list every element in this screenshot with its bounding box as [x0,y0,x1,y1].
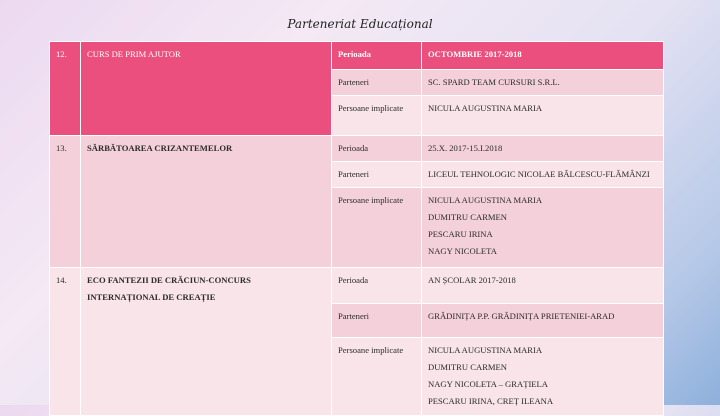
person-name: NAGY NICOLETA – GRAȚIELA [428,379,549,389]
parteneri-value: GRĂDINIȚA P.P. GRĂDINIȚA PRIETENIEI-ARAD [422,304,664,338]
persoane-value [422,96,664,136]
partnership-table [49,41,664,416]
person-name: NICULA AUGUSTINA MARIA [428,345,543,355]
person-name: NICULA AUGUSTINA MARIA [428,103,543,113]
table-row [50,136,664,162]
parteneri-label: Parteneri [332,162,422,188]
table-row [50,42,664,70]
perioada-value: OCTOMBRIE 2017-2018 [422,42,664,70]
table-row [50,268,664,304]
page-title: Parteneriat Educațional [287,17,433,31]
perioada-label: Perioada [332,136,422,162]
person-name: DUMITRU CARMEN [428,362,508,372]
persoane-label: Persoane implicate [332,96,422,136]
persoane-value [422,338,664,416]
perioada-value: 25.X. 2017-15.I.2018 [422,136,664,162]
row-number: 13. [50,136,81,268]
persoane-value [422,188,664,268]
parteneri-value: LICEUL TEHNOLOGIC NICOLAE BĂLCESCU-FLĂMÂNZI [422,162,664,188]
person-name: PESCARU IRINA, CREȚ ILEANA [428,396,554,406]
row-number: 14. [50,268,81,416]
row-number: 12. [50,42,81,136]
activity-name: ECO FANTEZII DE CRĂCIUN-CONCURS INTERNAȚIONAL DE CREAȚIE [81,268,332,416]
person-name: NAGY NICOLETA [428,246,497,256]
person-name: PESCARU IRINA [428,229,493,239]
persoane-label: Persoane implicate [332,338,422,416]
person-name: NICULA AUGUSTINA MARIA [428,195,543,205]
perioada-label: Perioada [332,268,422,304]
parteneri-value: SC. SPARD TEAM CURSURI S.R.L. [422,70,664,96]
activity-name: SĂRBĂTOAREA CRIZANTEMELOR [81,136,332,268]
parteneri-label: Parteneri [332,304,422,338]
persoane-label: Persoane implicate [332,188,422,268]
activity-name: CURS DE PRIM AJUTOR [81,42,332,136]
perioada-label: Perioada [332,42,422,70]
parteneri-label: Parteneri [332,70,422,96]
perioada-value: AN ȘCOLAR 2017-2018 [422,268,664,304]
person-name: DUMITRU CARMEN [428,212,508,222]
